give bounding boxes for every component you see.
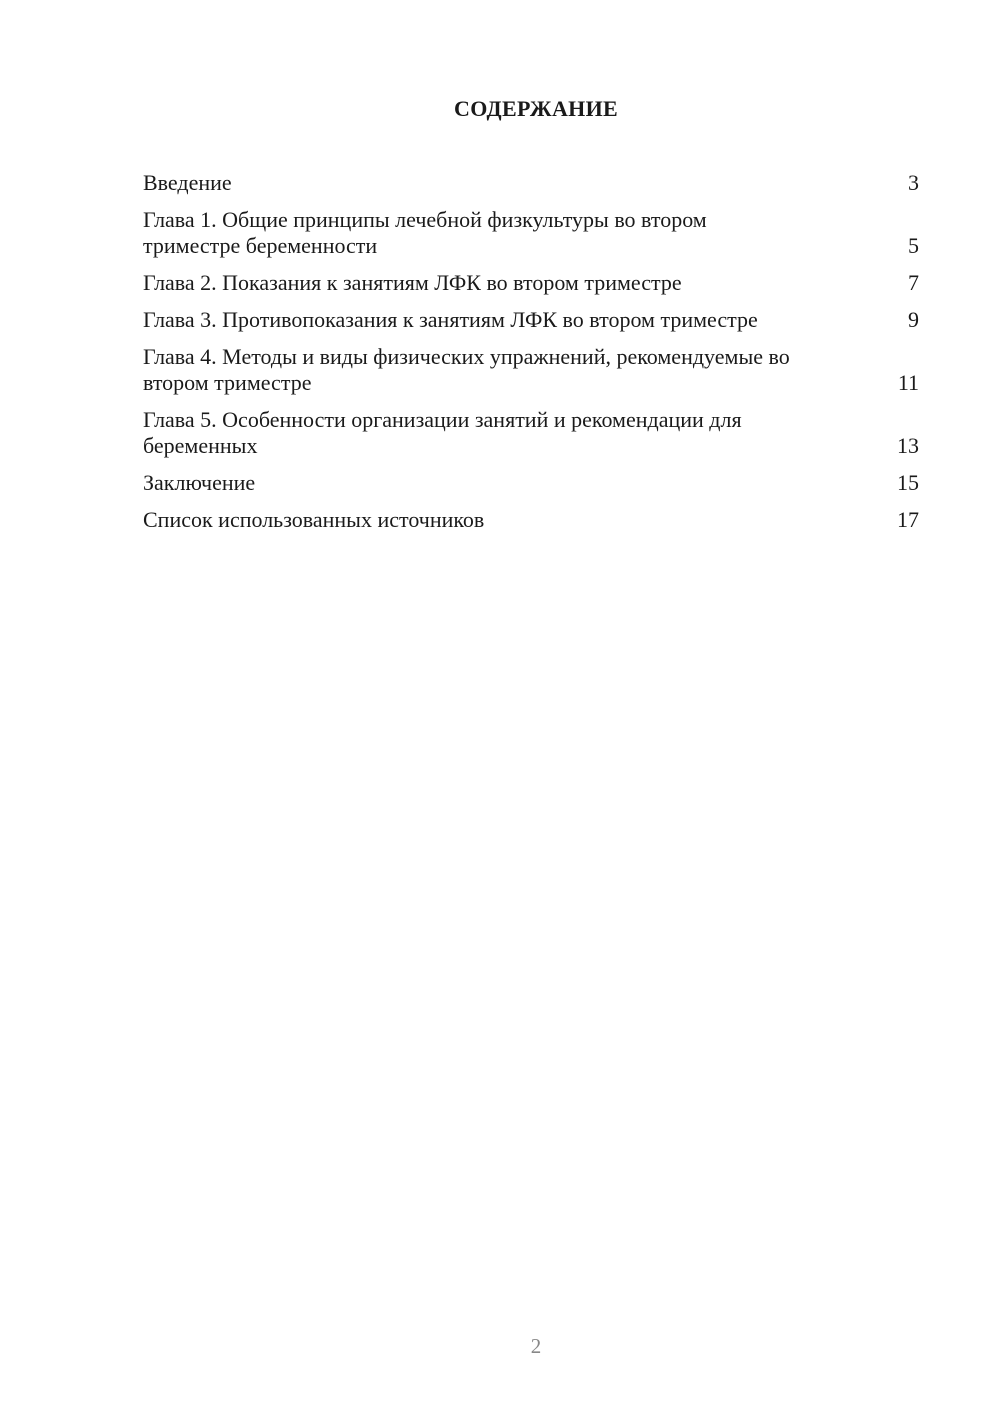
toc-entry-text: Введение: [143, 170, 232, 195]
page-number: 2: [530, 1334, 542, 1358]
toc-entry-text: Глава 2. Показания к занятиям ЛФК во втором триместре: [143, 270, 682, 295]
toc-entry-text: Глава 5. Особенности организации занятий и рекомендации для беременных: [143, 407, 742, 458]
toc-entry-page: 15: [897, 470, 919, 495]
toc-entry-page: 11: [897, 370, 919, 395]
toc-entry-chapter-2: [143, 270, 919, 296]
toc-entry-page: 7: [908, 270, 919, 295]
toc-entry-references: [143, 507, 919, 533]
toc-entry-text: Глава 3. Противопоказания к занятиям ЛФК во втором триместре: [143, 307, 758, 332]
toc-entry-text: Глава 4. Методы и виды физических упражнений, рекомендуемые во втором триместре: [143, 344, 790, 395]
toc-entry-introduction: [143, 170, 919, 196]
toc-entry-page: 9: [908, 307, 919, 332]
toc-entry-text: Список использованных источников: [143, 507, 485, 532]
page-title: СОДЕРЖАНИЕ: [454, 96, 618, 121]
toc-entry-chapter-3: [143, 307, 919, 333]
toc-entry-conclusion: [143, 470, 919, 496]
toc-entry-chapter-5: [143, 407, 919, 459]
toc-entry-page: 3: [908, 170, 919, 195]
toc-entry-page: 13: [897, 433, 919, 458]
toc-entry-page: 17: [897, 507, 919, 532]
toc-entry-page: 5: [908, 233, 919, 258]
toc-entry-text: Глава 1. Общие принципы лечебной физкультуры во втором триместре беременности: [143, 207, 707, 258]
toc-entry-chapter-1: [143, 207, 919, 259]
table-of-contents: [143, 170, 919, 544]
toc-entry-chapter-4: [143, 344, 919, 396]
toc-entry-text: Заключение: [143, 470, 256, 495]
